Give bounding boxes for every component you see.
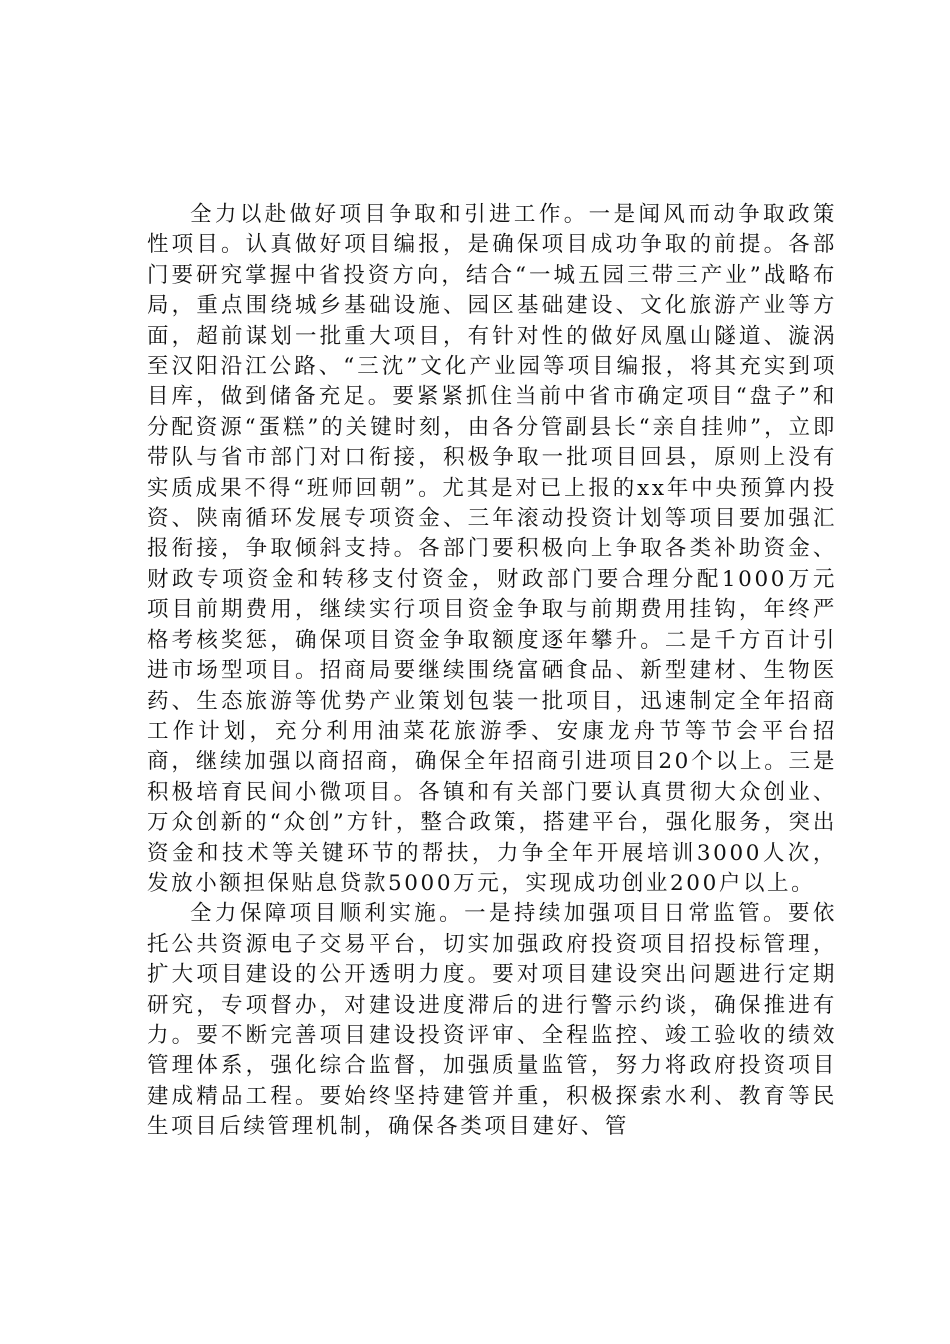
paragraph-project-implementation: 全力保障项目顺利实施。一是持续加强项目日常监管。要依托公共资源电子交易平台，切实加强政府投资项目招投标管理，扩大项目建设的公开透明力度。要对项目建设突出问题进行定期研究，专项督办，对建设进度滞后的进行警示约谈，确保推进有力。要不断完善项目建设投资评审、全程监控、竣工验收的绩效管理体系，强化综合监督，加强质量监管，努力将政府投资项目建成精品工程。要始终坚持建管并重，积极探索水利、教育等民生项目后续管理机制，确保各类项目建好、管: [147, 901, 837, 1140]
paragraph-project-acquisition: 全力以赴做好项目争取和引进工作。一是闻风而动争取政策性项目。认真做好项目编报，是确保项目成功争取的前提。各部门要研究掌握中省投资方向，结合“一城五园三带三产业”战略布局，重点围绕城乡基础设施、园区基础建设、文化旅游产业等方面，超前谋划一批重大项目，有针对性的做好凤凰山隧道、漩涡至汉阳沿江公路、“三沈”文化产业园等项目编报，将其充实到项目库，做到储备充足。要紧紧抓住当前中省市确定项目“盘子”和分配资源“蛋糕”的关键时刻，由各分管副县长“亲自挂帅”，立即带队与省市部门对口衔接，积极争取一批项目回县，原则上没有实质成果不得“班师回朝”。尤其是对已上报的xx年中央预算内投资、陕南循环发展专项资金、三年滚动投资计划等项目要加强汇报衔接，争取倾斜支持。各部门要积极向上争取各类补助资金、财政专项资金和转移支付资金，财政部门要合理分配1000万元项目前期费用，继续实行项目资金争取与前期费用挂钩，年终严格考核奖惩，确保项目资金争取额度逐年攀升。二是千方百计引进市场型项目。招商局要继续围绕富硒食品、新型建材、生物医药、生态旅游等优势产业策划包装一批项目，迅速制定全年招商工作计划，充分利用油菜花旅游季、安康龙舟节等节会平台招商，继续加强以商招商，确保全年招商引进项目20个以上。三是积极培育民间小微项目。各镇和有关部门要认真贯彻大众创业、万众创新的“众创”方针，整合政策，搭建平台，强化服务，突出资金和技术等关键环节的帮扶，力争全年开展培训3000人次，发放小额担保贴息贷款5000万元，实现成功创业200户以上。: [147, 202, 837, 896]
document-body: [147, 200, 837, 1143]
